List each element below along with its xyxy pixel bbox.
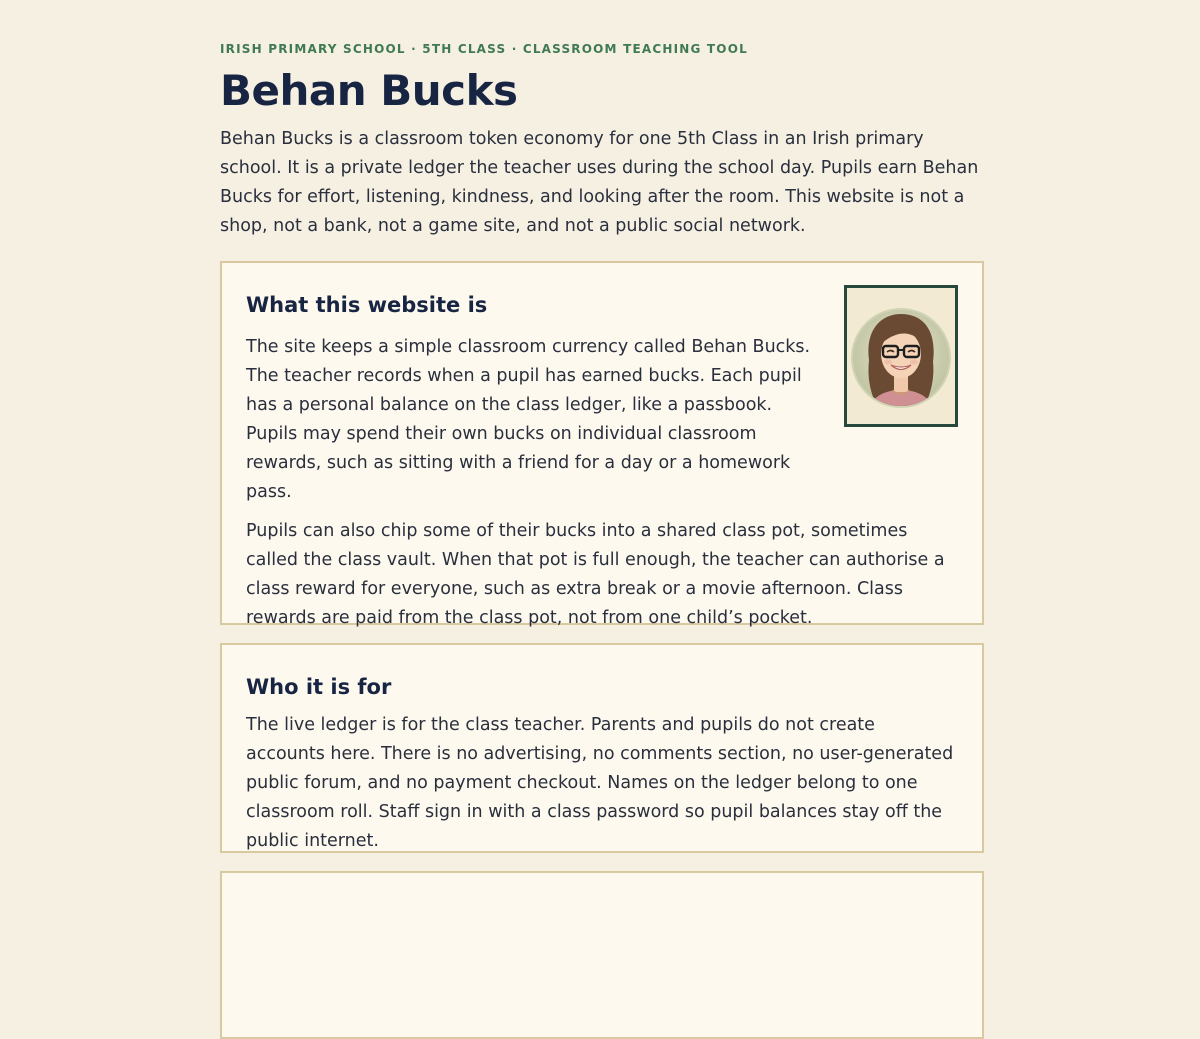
what-this-website-is-card	[220, 261, 984, 628]
page-title: Behan Bucks	[220, 66, 518, 115]
what-paragraph-2: Pupils can also chip some of their bucks into a shared class pot, sometimes called the class vault. When that pot is full enough, the teacher can authorise a class reward for everyone, such as extra break or a movie afternoon. Class rewards are paid from the class pot, not from one child’s pocket.	[246, 521, 945, 628]
next-section-card	[220, 871, 984, 1039]
what-paragraph-1: The site keeps a simple classroom currency called Behan Bucks. The teacher records when a pupil has earned bucks. Each pupil has a personal balance on the class ledger, like a passbook. Pupils may spend their own bucks on individual classroom rewards, such as sitting with a friend for a day or a homework pass.	[246, 337, 811, 502]
who-paragraph-1: The live ledger is for the class teacher. Parents and pupils do not create accounts here. There is no advertising, no comments section, no user-generated public forum, and no payment checkout. Names on the ledger belong to one classroom roll. Staff sign in with a class password so pupil balances stay off the public internet.	[246, 715, 954, 851]
who-it-is-for-card	[220, 643, 984, 853]
teacher-portrait	[844, 285, 958, 427]
eyebrow-label: IRISH PRIMARY SCHOOL · 5TH CLASS · CLASSROOM TEACHING TOOL	[220, 42, 748, 56]
teacher-portrait-icon	[849, 290, 953, 422]
section-heading-who: Who it is for	[246, 675, 392, 699]
intro-text: Behan Bucks is a classroom token economy for one 5th Class in an Irish primary school. It is a private ledger the teacher uses during the school day. Pupils earn Behan Bucks for effort, listening, kindness, and looking after the room. This website is not a shop, not a bank, not a game site, and not a public social network.	[220, 129, 979, 236]
section-heading-what: What this website is	[246, 293, 488, 317]
